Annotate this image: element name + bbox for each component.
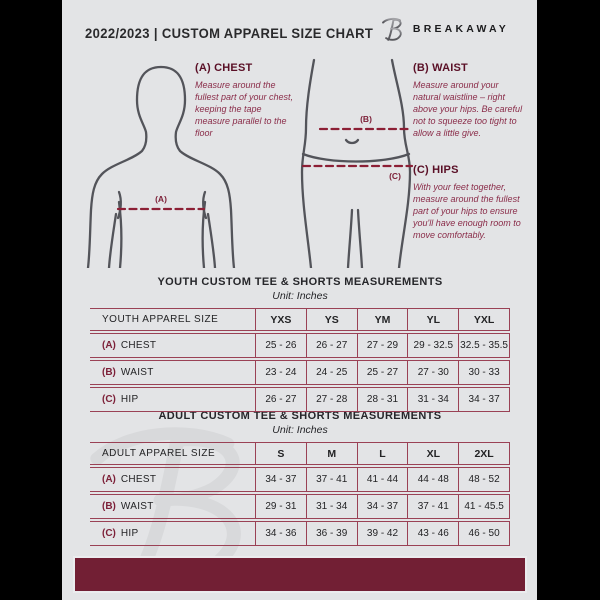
youth-header-label: YOUTH APPAREL SIZE <box>102 314 219 325</box>
value-cell: 26 - 27 <box>255 388 306 411</box>
chest-instructions <box>195 62 299 139</box>
adult-hip-row <box>90 521 510 546</box>
footer-accent-bar <box>73 556 527 593</box>
value-cell: 27 - 29 <box>357 334 408 357</box>
row-key: (A) <box>102 340 116 351</box>
adult-table-header-row <box>90 442 510 465</box>
value-cell: 36 - 39 <box>306 522 357 545</box>
value-cell: 37 - 41 <box>407 495 458 518</box>
value-cell: 44 - 48 <box>407 468 458 491</box>
value-cell: 29 - 32.5 <box>407 334 458 357</box>
youth-table-unit: Unit: Inches <box>272 290 328 302</box>
row-label <box>90 468 255 491</box>
value-cell: 31 - 34 <box>306 495 357 518</box>
youth-table-header-row <box>90 308 510 331</box>
adult-size-2xl: 2XL <box>458 443 509 464</box>
value-cell: 27 - 30 <box>407 361 458 384</box>
brand-logo <box>380 16 509 42</box>
row-measure: HIP <box>120 394 139 405</box>
value-cell: 31 - 34 <box>407 388 458 411</box>
value-cell: 32.5 - 35.5 <box>458 334 509 357</box>
youth-size-yxs: YXS <box>255 309 306 330</box>
value-cell: 41 - 44 <box>357 468 408 491</box>
value-cell: 34 - 37 <box>458 388 509 411</box>
chest-line-label: (A) <box>155 194 167 204</box>
row-measure: WAIST <box>120 367 154 378</box>
youth-table-title: YOUTH CUSTOM TEE & SHORTS MEASUREMENTS <box>157 276 443 288</box>
adult-size-m: M <box>306 443 357 464</box>
brand-name: BREAKAWAY <box>412 23 509 35</box>
value-cell: 26 - 27 <box>306 334 357 357</box>
youth-hip-row <box>90 387 510 412</box>
adult-size-s: S <box>255 443 306 464</box>
size-chart-document <box>62 0 537 600</box>
value-cell: 43 - 46 <box>407 522 458 545</box>
adult-size-table <box>90 442 510 548</box>
youth-chest-row <box>90 333 510 358</box>
row-label <box>90 361 255 384</box>
hips-line-label: (C) <box>389 171 401 181</box>
value-cell: 30 - 33 <box>458 361 509 384</box>
adult-chest-row <box>90 467 510 492</box>
youth-size-ym: YM <box>357 309 408 330</box>
adult-table-unit: Unit: Inches <box>272 424 328 436</box>
row-label <box>90 388 255 411</box>
value-cell: 29 - 31 <box>255 495 306 518</box>
value-cell: 34 - 37 <box>255 468 306 491</box>
adult-size-xl: XL <box>407 443 458 464</box>
value-cell: 41 - 45.5 <box>458 495 509 518</box>
youth-size-ys: YS <box>306 309 357 330</box>
chest-instructions-body: Measure around the fullest part of your chest, keeping the tape measure parallel to the floor <box>195 80 294 138</box>
hips-instructions-body: With your feet together, measure around the fullest part of your hips to ensure you'll have enough room to move comfortably. <box>413 182 521 240</box>
value-cell: 48 - 52 <box>458 468 509 491</box>
breakaway-b-icon <box>380 16 406 42</box>
row-label <box>90 334 255 357</box>
adult-table-title: ADULT CUSTOM TEE & SHORTS MEASUREMENTS <box>158 410 442 422</box>
value-cell: 37 - 41 <box>306 468 357 491</box>
youth-size-yxl: YXL <box>458 309 509 330</box>
row-label <box>90 522 255 545</box>
value-cell: 25 - 27 <box>357 361 408 384</box>
row-key: (B) <box>102 501 116 512</box>
value-cell: 25 - 26 <box>255 334 306 357</box>
row-measure: CHEST <box>120 340 157 351</box>
row-measure: HIP <box>120 528 139 539</box>
value-cell: 23 - 24 <box>255 361 306 384</box>
chest-instructions-title: (A) CHEST <box>195 62 253 74</box>
value-cell: 46 - 50 <box>458 522 509 545</box>
value-cell: 28 - 31 <box>357 388 408 411</box>
youth-waist-row <box>90 360 510 385</box>
row-label <box>90 495 255 518</box>
row-key: (A) <box>102 474 116 485</box>
youth-size-table <box>90 308 510 414</box>
row-key: (C) <box>102 528 116 539</box>
page-title: 2022/2023 | CUSTOM APPAREL SIZE CHART <box>85 25 374 41</box>
waist-instructions-title: (B) WAIST <box>413 62 468 74</box>
value-cell: 24 - 25 <box>306 361 357 384</box>
hips-instructions-title: (C) HIPS <box>413 164 459 176</box>
waist-instructions-body: Measure around your natural waistline – right above your hips. Be careful not to squeeze too tight to allow a little give. <box>413 80 523 138</box>
lower-body-figure <box>298 52 414 268</box>
row-key: (B) <box>102 367 116 378</box>
hips-instructions <box>413 164 525 241</box>
waist-line-label: (B) <box>360 114 372 124</box>
row-measure: WAIST <box>120 501 154 512</box>
waist-instructions <box>413 62 525 139</box>
value-cell: 39 - 42 <box>357 522 408 545</box>
adult-size-l: L <box>357 443 408 464</box>
value-cell: 27 - 28 <box>306 388 357 411</box>
value-cell: 34 - 37 <box>357 495 408 518</box>
row-key: (C) <box>102 394 116 405</box>
adult-waist-row <box>90 494 510 519</box>
row-measure: CHEST <box>120 474 157 485</box>
value-cell: 34 - 36 <box>255 522 306 545</box>
youth-size-yl: YL <box>407 309 458 330</box>
adult-header-label: ADULT APPAREL SIZE <box>102 448 216 459</box>
